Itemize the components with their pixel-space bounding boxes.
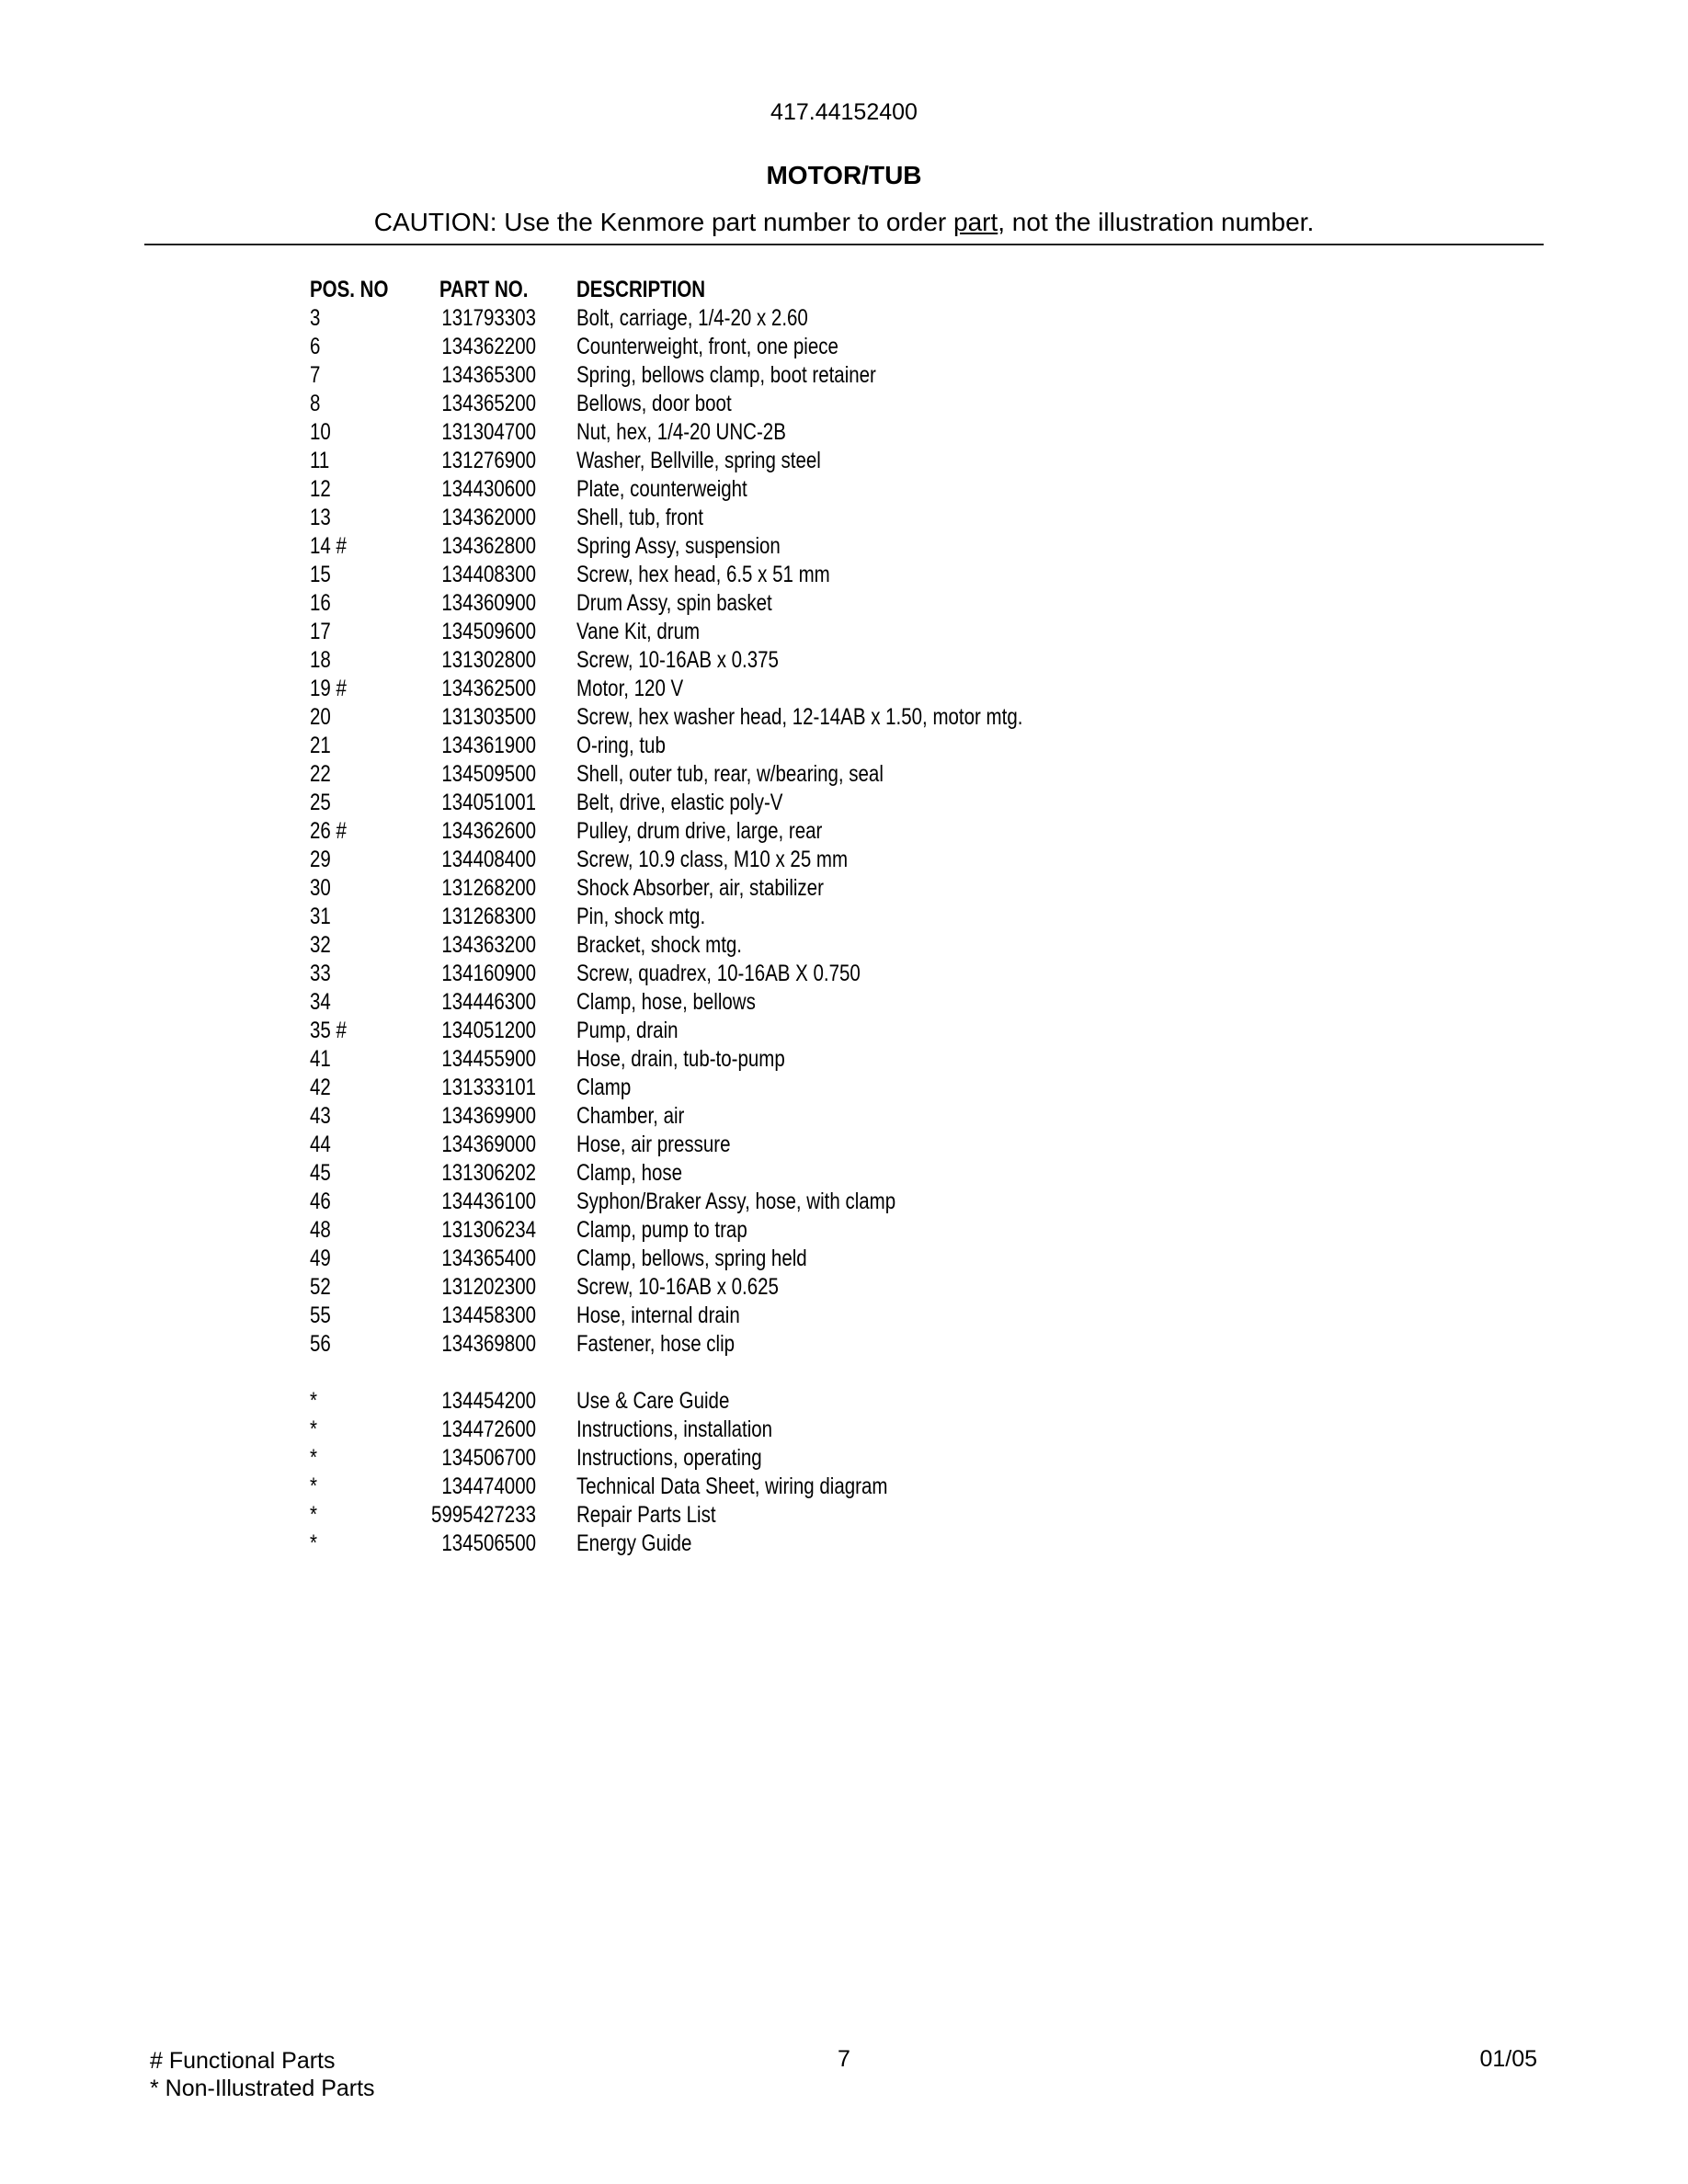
description-cell: Washer, Bellville, spring steel	[576, 448, 821, 473]
description-cell: Shock Absorber, air, stabilizer	[576, 875, 824, 901]
part-no-cell: 134365200	[441, 391, 536, 416]
part-no-cell: 131306234	[441, 1217, 536, 1243]
part-no-cell: 131302800	[441, 647, 536, 673]
caution-underlined-word: part	[953, 208, 998, 236]
part-no-cell: 134051001	[441, 790, 536, 815]
date-code: 01/05	[1479, 2046, 1537, 2072]
description-cell: Technical Data Sheet, wiring diagram	[576, 1473, 888, 1499]
pos-no-cell: 29	[310, 847, 331, 872]
pos-no-cell: 32	[310, 932, 331, 958]
pos-no-cell: 33	[310, 961, 331, 986]
pos-no-cell: 26 #	[310, 818, 347, 844]
description-cell: Clamp, hose, bellows	[576, 989, 756, 1015]
legend-non-illustrated-parts: * Non-Illustrated Parts	[150, 2076, 375, 2101]
description-cell: Use & Care Guide	[576, 1388, 730, 1414]
pos-no-cell: *	[310, 1502, 317, 1528]
pos-no-cell: 13	[310, 505, 331, 530]
description-cell: Vane Kit, drum	[576, 619, 701, 644]
pos-no-cell: 17	[310, 619, 331, 644]
pos-no-cell: 44	[310, 1132, 331, 1157]
section-title: MOTOR/TUB	[766, 161, 922, 189]
part-no-cell: 134365300	[441, 362, 536, 388]
description-cell: Repair Parts List	[576, 1502, 716, 1528]
pos-no-cell: *	[310, 1473, 317, 1499]
description-cell: Clamp, bellows, spring held	[576, 1246, 807, 1271]
description-cell: Clamp	[576, 1075, 632, 1100]
description-cell: Clamp, hose	[576, 1160, 683, 1186]
column-header-description: DESCRIPTION	[576, 277, 706, 302]
pos-no-cell: 35 #	[310, 1018, 347, 1043]
part-no-cell: 131306202	[441, 1160, 536, 1186]
part-no-cell: 134509500	[441, 761, 536, 787]
pos-no-cell: *	[310, 1445, 317, 1471]
pos-no-cell: 11	[310, 448, 330, 473]
part-no-cell: 134408400	[441, 847, 536, 872]
description-cell: Pulley, drum drive, large, rear	[576, 818, 823, 844]
description-cell: Screw, hex head, 6.5 x 51 mm	[576, 562, 830, 587]
part-no-cell: 134362200	[441, 334, 536, 359]
pos-no-cell: 19 #	[310, 676, 347, 701]
description-cell: Hose, drain, tub-to-pump	[576, 1046, 785, 1072]
pos-no-cell: 34	[310, 989, 331, 1015]
part-no-cell: 131276900	[441, 448, 536, 473]
part-no-cell: 134369900	[441, 1103, 536, 1129]
pos-no-cell: *	[310, 1388, 317, 1414]
pos-no-cell: 21	[310, 733, 331, 758]
part-no-cell: 134506700	[441, 1445, 536, 1471]
description-cell: Bolt, carriage, 1/4-20 x 2.60	[576, 305, 808, 331]
description-cell: Chamber, air	[576, 1103, 685, 1129]
pos-no-cell: 16	[310, 590, 331, 616]
description-cell: Clamp, pump to trap	[576, 1217, 747, 1243]
pos-no-cell: 8	[310, 391, 321, 416]
part-no-cell: 131333101	[441, 1075, 536, 1100]
pos-no-cell: 10	[310, 419, 331, 445]
pos-no-cell: 52	[310, 1274, 331, 1300]
pos-no-cell: 56	[310, 1331, 331, 1357]
description-cell: Motor, 120 V	[576, 676, 684, 701]
part-no-cell: 131793303	[441, 305, 536, 331]
pos-no-cell: 45	[310, 1160, 331, 1186]
pos-no-cell: 18	[310, 647, 331, 673]
caution-suffix: , not the illustration number.	[998, 208, 1315, 236]
pos-no-cell: 49	[310, 1246, 331, 1271]
description-cell: Nut, hex, 1/4-20 UNC-2B	[576, 419, 786, 445]
part-no-cell: 131202300	[441, 1274, 536, 1300]
pos-no-cell: 41	[310, 1046, 331, 1072]
pos-no-cell: 15	[310, 562, 331, 587]
description-cell: Energy Guide	[576, 1530, 692, 1556]
pos-no-cell: *	[310, 1530, 317, 1556]
description-cell: Hose, internal drain	[576, 1302, 740, 1328]
part-no-cell: 134455900	[441, 1046, 536, 1072]
pos-no-cell: 43	[310, 1103, 331, 1129]
column-header-part-no: PART NO.	[439, 277, 529, 302]
part-no-cell: 134458300	[441, 1302, 536, 1328]
description-cell: Spring, bellows clamp, boot retainer	[576, 362, 876, 388]
model-number: 417.44152400	[770, 99, 918, 125]
part-no-cell: 134430600	[441, 476, 536, 502]
header-divider	[144, 244, 1544, 245]
part-no-cell: 131268200	[441, 875, 536, 901]
description-cell: Spring Assy, suspension	[576, 533, 781, 559]
part-no-cell: 134051200	[441, 1018, 536, 1043]
description-cell: Pin, shock mtg.	[576, 904, 706, 929]
part-no-cell: 134360900	[441, 590, 536, 616]
part-no-cell: 134436100	[441, 1189, 536, 1214]
part-no-cell: 134408300	[441, 562, 536, 587]
pos-no-cell: 14 #	[310, 533, 347, 559]
part-no-cell: 5995427233	[430, 1502, 536, 1528]
legend-functional-parts: # Functional Parts	[150, 2048, 336, 2074]
description-cell: Shell, tub, front	[576, 505, 703, 530]
description-cell: Pump, drain	[576, 1018, 679, 1043]
part-no-cell: 134362600	[441, 818, 536, 844]
pos-no-cell: 46	[310, 1189, 331, 1214]
part-no-cell: 134454200	[441, 1388, 536, 1414]
pos-no-cell: 12	[310, 476, 331, 502]
description-cell: Screw, 10-16AB x 0.375	[576, 647, 779, 673]
description-cell: Plate, counterweight	[576, 476, 747, 502]
description-cell: Screw, 10.9 class, M10 x 25 mm	[576, 847, 849, 872]
part-no-cell: 134160900	[441, 961, 536, 986]
part-no-cell: 134362500	[441, 676, 536, 701]
description-cell: Instructions, installation	[576, 1416, 773, 1442]
part-no-cell: 131303500	[441, 704, 536, 730]
part-no-cell: 134361900	[441, 733, 536, 758]
page-number: 7	[838, 2046, 850, 2072]
pos-no-cell: 7	[310, 362, 321, 388]
pos-no-cell: 3	[310, 305, 321, 331]
part-no-cell: 131268300	[441, 904, 536, 929]
pos-no-cell: 31	[310, 904, 331, 929]
part-no-cell: 134365400	[441, 1246, 536, 1271]
description-cell: Bracket, shock mtg.	[576, 932, 743, 958]
part-no-cell: 134369800	[441, 1331, 536, 1357]
part-no-cell: 134362800	[441, 533, 536, 559]
description-cell: Hose, air pressure	[576, 1132, 731, 1157]
description-cell: Instructions, operating	[576, 1445, 762, 1471]
pos-no-cell: 22	[310, 761, 331, 787]
pos-no-cell: 6	[310, 334, 321, 359]
description-cell: Bellows, door boot	[576, 391, 732, 416]
description-cell: O-ring, tub	[576, 733, 666, 758]
pos-no-cell: 30	[310, 875, 331, 901]
description-cell: Screw, 10-16AB x 0.625	[576, 1274, 779, 1300]
part-no-cell: 134363200	[441, 932, 536, 958]
part-no-cell: 134509600	[441, 619, 536, 644]
caution-prefix: CAUTION: Use the Kenmore part number to order	[373, 208, 953, 236]
description-cell: Screw, hex washer head, 12-14AB x 1.50, motor mtg.	[576, 704, 1023, 730]
caution-note	[0, 208, 1688, 237]
column-header-pos-no: POS. NO	[310, 277, 389, 302]
pos-no-cell: 55	[310, 1302, 331, 1328]
part-no-cell: 134474000	[441, 1473, 536, 1499]
description-cell: Counterweight, front, one piece	[576, 334, 838, 359]
part-no-cell: 134369000	[441, 1132, 536, 1157]
description-cell: Syphon/Braker Assy, hose, with clamp	[576, 1189, 896, 1214]
part-no-cell: 134362000	[441, 505, 536, 530]
part-no-cell: 134446300	[441, 989, 536, 1015]
part-no-cell: 131304700	[441, 419, 536, 445]
description-cell: Shell, outer tub, rear, w/bearing, seal	[576, 761, 884, 787]
pos-no-cell: 20	[310, 704, 331, 730]
description-cell: Fastener, hose clip	[576, 1331, 736, 1357]
pos-no-cell: 25	[310, 790, 331, 815]
part-no-cell: 134506500	[441, 1530, 536, 1556]
pos-no-cell: 42	[310, 1075, 331, 1100]
description-cell: Screw, quadrex, 10-16AB X 0.750	[576, 961, 861, 986]
description-cell: Drum Assy, spin basket	[576, 590, 772, 616]
description-cell: Belt, drive, elastic poly-V	[576, 790, 783, 815]
pos-no-cell: *	[310, 1416, 317, 1442]
pos-no-cell: 48	[310, 1217, 331, 1243]
part-no-cell: 134472600	[441, 1416, 536, 1442]
